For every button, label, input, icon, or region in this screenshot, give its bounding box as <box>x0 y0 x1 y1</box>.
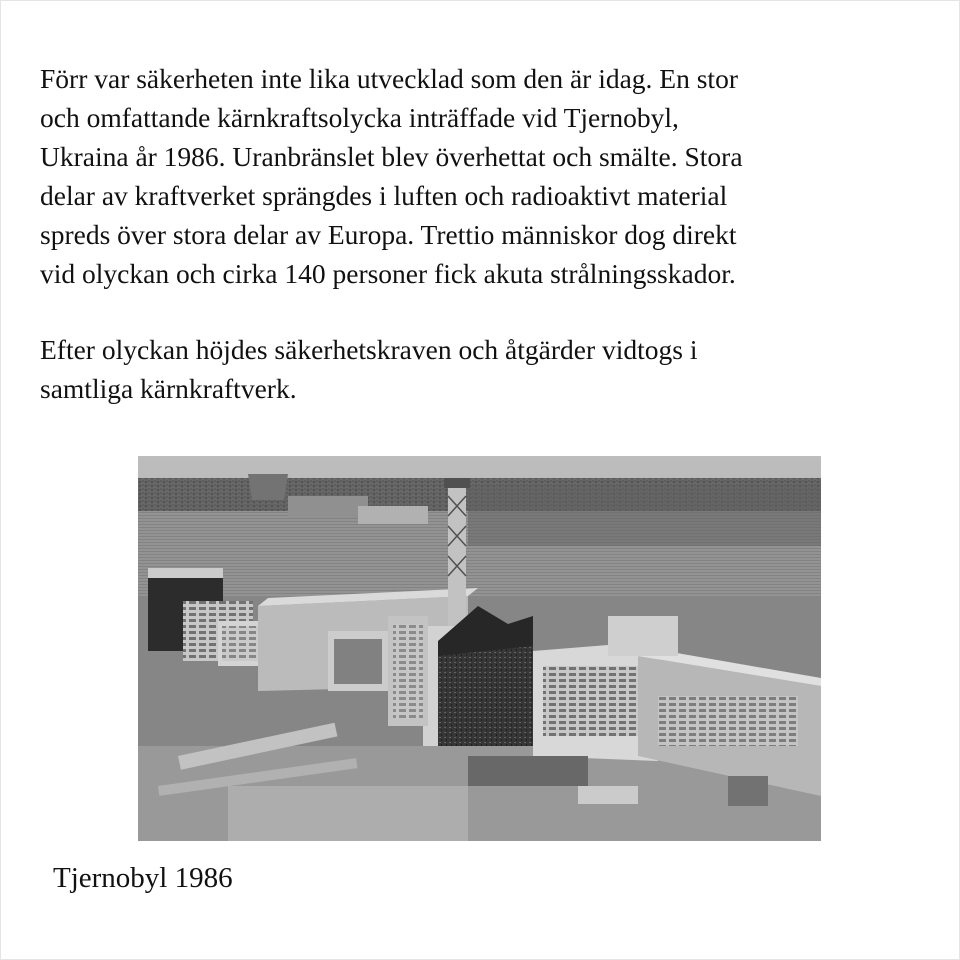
paragraph-line: Ukraina år 1986. Uranbränslet blev överhettat och smälte. Stora <box>40 141 743 172</box>
paragraph-line: samtliga kärnkraftverk. <box>40 373 297 404</box>
paragraph-line: Efter olyckan höjdes säkerhetskraven och åtgärder vidtogs i <box>40 334 698 365</box>
photo-caption: Tjernobyl 1986 <box>53 862 233 894</box>
paragraph-line: Förr var säkerheten inte lika utvecklad som den är idag. En stor <box>40 63 738 94</box>
chernobyl-aerial-photo <box>138 456 821 841</box>
paragraph-line: och omfattande kärnkraftsolycka inträffade vid Tjernobyl, <box>40 102 679 133</box>
paragraph-line: vid olyckan och cirka 140 personer fick akuta strålningsskador. <box>40 258 736 289</box>
body-paragraph-2 <box>40 330 697 408</box>
paragraph-line: spreds över stora delar av Europa. Trettio människor dog direkt <box>40 219 737 250</box>
paragraph-line: delar av kraftverket sprängdes i luften och radioaktivt material <box>40 180 728 211</box>
body-paragraph-1 <box>40 59 743 293</box>
